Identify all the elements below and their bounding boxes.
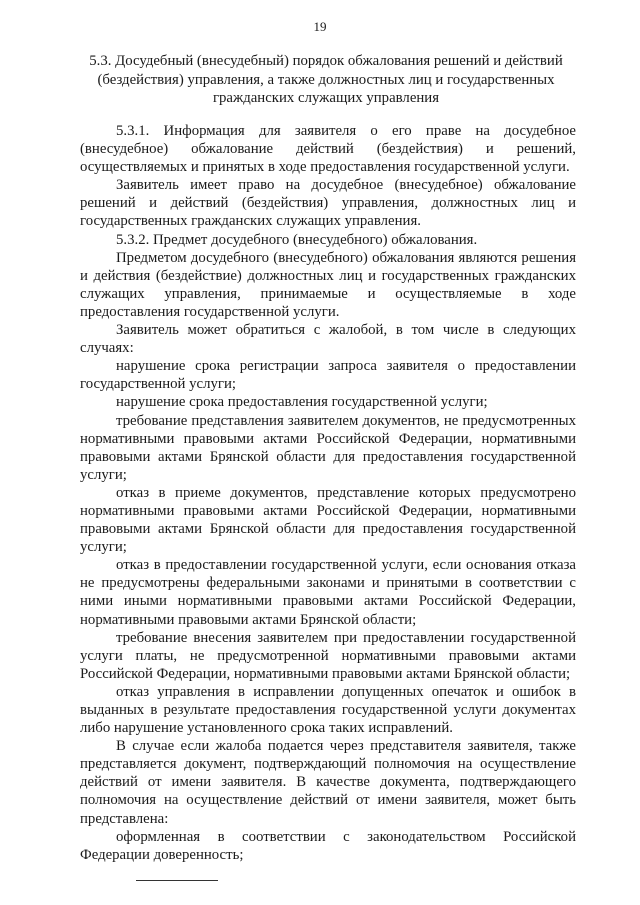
paragraph: Заявитель имеет право на досудебное (внесудебное) обжалование решений и действий (бездействия) управления, должностных лиц и государственных гражданских служащих управления.	[80, 177, 576, 230]
list-item: отказ в приеме документов, представление которых предусмотрено нормативными правовыми актами Российской Федерации, нормативными правовыми актами Брянской области для предоставления государственной услуги;	[80, 484, 576, 556]
paragraph: Предметом досудебного (внесудебного) обжалования являются решения и действия (бездействие) должностных лиц и государственных гражданских служащих управления, принимаемые и осуществляемые в ходе предоставления государственной услуги.	[80, 249, 576, 320]
paragraph: 5.3.1. Информация для заявителя о его праве на досудебное (внесудебное) обжалование действий (бездействия) и решений, осуществляемых и принятых в ходе предоставления государственной услуги.	[80, 123, 576, 176]
list-item: нарушение срока регистрации запроса заявителя о предоставлении государственной услуги;	[80, 358, 576, 393]
list-item: требование внесения заявителем при предоставлении государственной услуги платы, не предусмотренной нормативными правовыми актами Российской Федерации, нормативными правовыми актами Брянской области;	[80, 629, 576, 682]
page-number: 19	[313, 19, 327, 34]
paragraph: Заявитель может обратиться с жалобой, в том числе в следующих случаях:	[80, 322, 576, 357]
list-item: отказ в предоставлении государственной услуги, если основания отказа не предусмотрены федеральными законами и принятыми в соответствии с ними иными нормативными правовыми актами Российской Федерации, нормативными правовыми актами Брянской области;	[80, 557, 576, 628]
paragraph: В случае если жалоба подается через представителя заявителя, также представляется документ, подтверждающий полномочия на осуществление действий от имени заявителя. В качестве документа, подтверждающего полномочия на осуществление действий от имени заявителя, может быть представлена:	[80, 738, 576, 827]
list-item: нарушение срока предоставления государственной услуги;	[116, 394, 488, 411]
list-item: требование представления заявителем документов, не предусмотренных нормативными правовыми актами Российской Федерации, нормативными правовыми актами Брянской области для предоставления государственной услуги;	[80, 412, 576, 483]
section-heading: 5.3. Досудебный (внесудебный) порядок обжалования решений и действий (бездействия) управления, а также должностных лиц и государственных гражданских служащих управления	[89, 53, 563, 106]
footer-divider	[136, 880, 218, 881]
list-item: оформленная в соответствии с законодательством Российской Федерации доверенность;	[80, 828, 576, 863]
document-body	[80, 122, 576, 864]
list-item: отказ управления в исправлении допущенных опечаток и ошибок в выданных в результате предоставления государственной услуги документах либо нарушение установленного срока таких исправлений.	[80, 683, 576, 737]
paragraph: 5.3.2. Предмет досудебного (внесудебного) обжалования.	[116, 231, 478, 248]
